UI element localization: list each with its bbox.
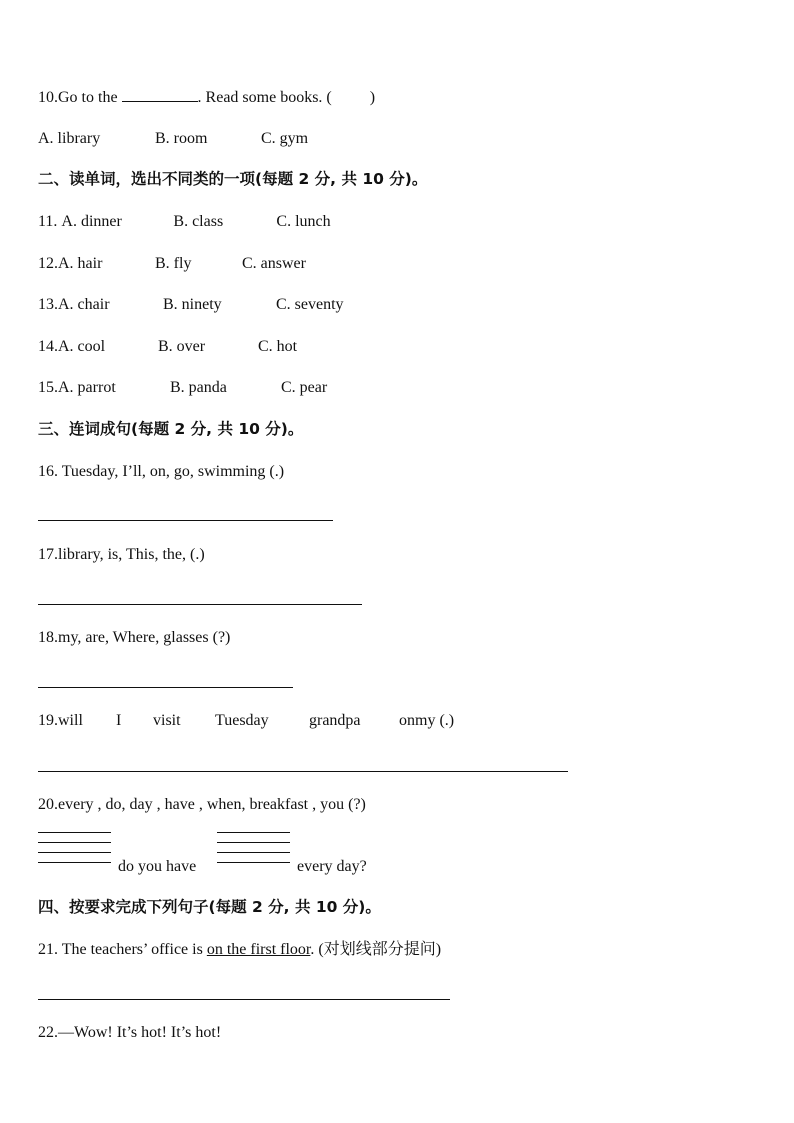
option-c[interactable]: C. lunch xyxy=(276,213,331,230)
option-c[interactable]: C. gym xyxy=(261,130,309,147)
underlined-phrase: on the first floor xyxy=(206,941,311,958)
question-number: 16. xyxy=(38,463,58,480)
question-number: 21. xyxy=(38,941,58,958)
question-12 xyxy=(38,254,306,274)
section-3-heading: 三、连词成句(每题 2 分, 共 10 分)。 xyxy=(38,420,304,438)
option-b[interactable]: B. panda xyxy=(170,379,227,396)
section-4-heading: 四、按要求完成下列句子(每题 2 分, 共 10 分)。 xyxy=(38,898,381,916)
question-22 xyxy=(38,1023,221,1043)
fill-blank[interactable] xyxy=(122,87,198,102)
option-b[interactable]: B. class xyxy=(173,213,224,230)
question-number: 10. xyxy=(38,89,58,106)
question-text: —Wow! It’s hot! It’s hot! xyxy=(58,1024,222,1041)
question-20 xyxy=(38,795,366,815)
option-a[interactable]: A. hair xyxy=(58,255,103,272)
question-18 xyxy=(38,628,230,648)
question-20-middle: do you have xyxy=(118,858,197,875)
blank-stack-1[interactable] xyxy=(38,832,111,872)
option-b[interactable]: B. ninety xyxy=(163,296,222,313)
question-15 xyxy=(38,378,327,398)
question-number: 11. xyxy=(38,213,58,230)
option-c[interactable]: C. answer xyxy=(242,255,306,272)
question-21 xyxy=(38,940,441,960)
question-17 xyxy=(38,545,205,565)
option-a[interactable]: A. parrot xyxy=(58,379,116,396)
question-text: my, are, Where, glasses (?) xyxy=(58,629,231,646)
question-13 xyxy=(38,295,344,315)
word: will xyxy=(58,712,83,729)
question-number: 14. xyxy=(38,338,58,355)
question-text-after: . (对划线部分提问) xyxy=(310,941,442,958)
answer-line[interactable] xyxy=(38,687,293,688)
option-a[interactable]: A. chair xyxy=(58,296,110,313)
word: I xyxy=(116,712,122,729)
option-a[interactable]: A. cool xyxy=(58,338,106,355)
question-text: Tuesday, I’ll, on, go, swimming (.) xyxy=(61,463,285,480)
option-a[interactable]: A. dinner xyxy=(61,213,122,230)
question-10 xyxy=(38,87,375,108)
question-number: 19. xyxy=(38,712,58,729)
question-text-after: . Read some books. ( xyxy=(197,89,332,106)
question-number: 20. xyxy=(38,796,58,813)
question-20-end: every day? xyxy=(297,858,367,875)
question-19 xyxy=(38,711,454,731)
question-number: 15. xyxy=(38,379,58,396)
option-a[interactable]: A. library xyxy=(38,130,101,147)
question-number: 22. xyxy=(38,1024,58,1041)
question-number: 18. xyxy=(38,629,58,646)
question-number: 17. xyxy=(38,546,58,563)
option-c[interactable]: C. hot xyxy=(258,338,298,355)
question-10-options xyxy=(38,129,308,149)
answer-line[interactable] xyxy=(38,520,333,521)
question-text: every , do, day , have , when, breakfast , you (?) xyxy=(58,796,366,813)
question-number: 12. xyxy=(38,255,58,272)
section-2-heading: 二、读单词，选出不同类的一项(每题 2 分, 共 10 分)。 xyxy=(38,170,428,188)
question-14 xyxy=(38,337,297,357)
question-16 xyxy=(38,462,284,482)
question-11 xyxy=(38,212,331,232)
question-number: 13. xyxy=(38,296,58,313)
word: visit xyxy=(153,712,181,729)
word: grandpa xyxy=(309,712,361,729)
blank-stack-2[interactable] xyxy=(217,832,290,872)
option-c[interactable]: C. seventy xyxy=(276,296,344,313)
question-text-before: Go to the xyxy=(58,89,122,106)
answer-line[interactable] xyxy=(38,999,450,1000)
option-c[interactable]: C. pear xyxy=(281,379,328,396)
option-b[interactable]: B. room xyxy=(155,130,208,147)
paren-close: ) xyxy=(369,89,376,106)
question-text-before: The teachers’ office is xyxy=(58,941,207,958)
option-b[interactable]: B. over xyxy=(158,338,206,355)
answer-line[interactable] xyxy=(38,604,362,605)
word: onmy (.) xyxy=(399,712,455,729)
word: Tuesday xyxy=(215,712,269,729)
question-text: library, is, This, the, (.) xyxy=(58,546,205,563)
option-b[interactable]: B. fly xyxy=(155,255,192,272)
answer-line[interactable] xyxy=(38,771,568,772)
